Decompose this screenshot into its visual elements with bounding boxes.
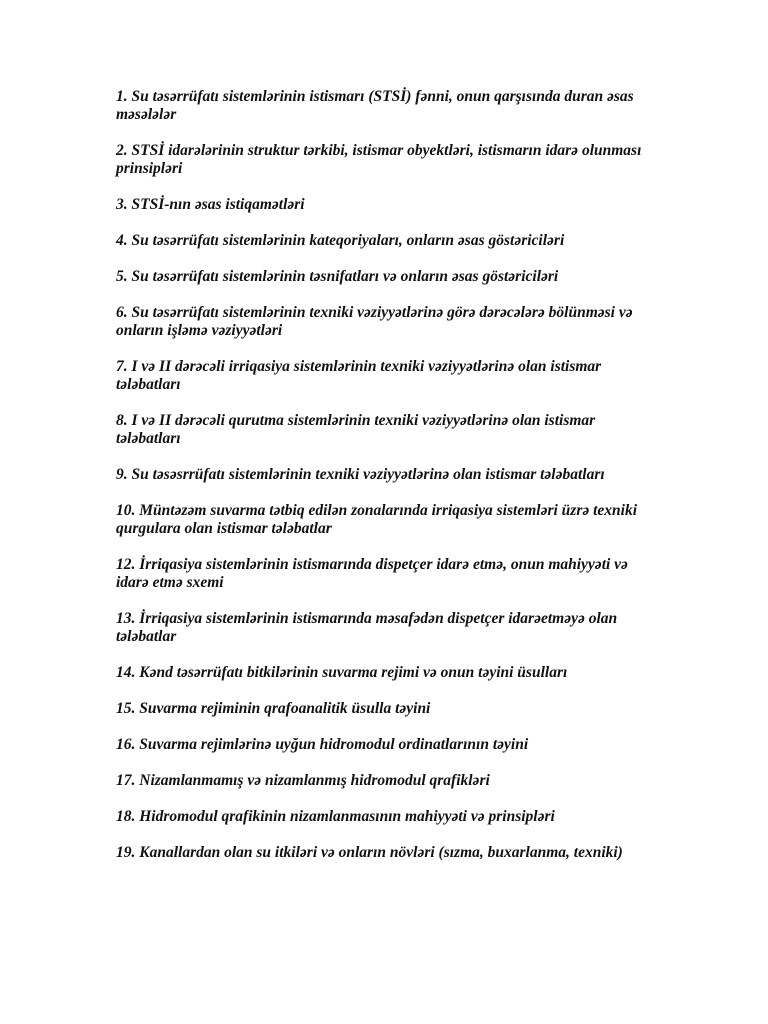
question-list xyxy=(116,88,656,880)
question-item: 6. Su təsərrüfatı sistemlərinin texniki vəziyyətlərinə görə dərəcələrə bölünməsi və onların işləmə vəziyyətləri xyxy=(116,304,633,339)
question-item: 8. I və II dərəcəli qurutma sistemlərinin texniki vəziyyətlərinə olan istismar tələbatları xyxy=(116,412,596,447)
question-item: 2. STSİ idarələrinin struktur tərkibi, istismar obyektləri, istismarın idarə olunması prinsipləri xyxy=(116,142,642,177)
question-item: 5. Su təsərrüfatı sistemlərinin təsnifatları və onların əsas göstəriciləri xyxy=(116,268,559,285)
question-item: 14. Kənd təsərrüfatı bitkilərinin suvarma rejimi və onun təyini üsulları xyxy=(116,664,568,681)
question-item: 17. Nizamlanmamış və nizamlanmış hidromodul qrafikləri xyxy=(116,772,490,789)
question-item: 9. Su təsəsrrüfatı sistemlərinin texniki vəziyyətlərinə olan istismar tələbatları xyxy=(116,466,605,483)
question-item: 13. İrriqasiya sistemlərinin istismarında məsafədən dispetçer idarəetməyə olan tələbatlar xyxy=(116,610,618,645)
question-item: 19. Kanallardan olan su itkiləri və onların növləri (sızma, buxarlanma, texniki) xyxy=(116,844,623,861)
question-item: 7. I və II dərəcəli irriqasiya sistemlərinin texniki vəziyyətlərinə olan istismar tələbatları xyxy=(116,358,602,393)
question-item: 3. STSİ-nın əsas istiqamətləri xyxy=(116,196,305,213)
question-item: 4. Su təsərrüfatı sistemlərinin kateqoriyaları, onların əsas göstəriciləri xyxy=(116,232,565,249)
question-item: 10. Müntəzəm suvarma tətbiq edilən zonalarında irriqasiya sistemləri üzrə texniki qurgulara olan istismar tələbatlar xyxy=(116,502,638,537)
question-item: 16. Suvarma rejimlərinə uyğun hidromodul ordinatlarının təyini xyxy=(116,736,529,753)
question-item: 12. İrriqasiya sistemlərinin istismarında dispetçer idarə etmə, onun mahiyyəti və idarə etmə sxemi xyxy=(116,556,628,591)
question-item: 18. Hidromodul qrafikinin nizamlanmasının mahiyyəti və prinsipləri xyxy=(116,808,555,825)
question-item: 15. Suvarma rejiminin qrafoanalitik üsulla təyini xyxy=(116,700,431,717)
question-item: 1. Su təsərrüfatı sistemlərinin istismarı (STSİ) fənni, onun qarşısında duran əsas məsələlər xyxy=(116,88,634,123)
